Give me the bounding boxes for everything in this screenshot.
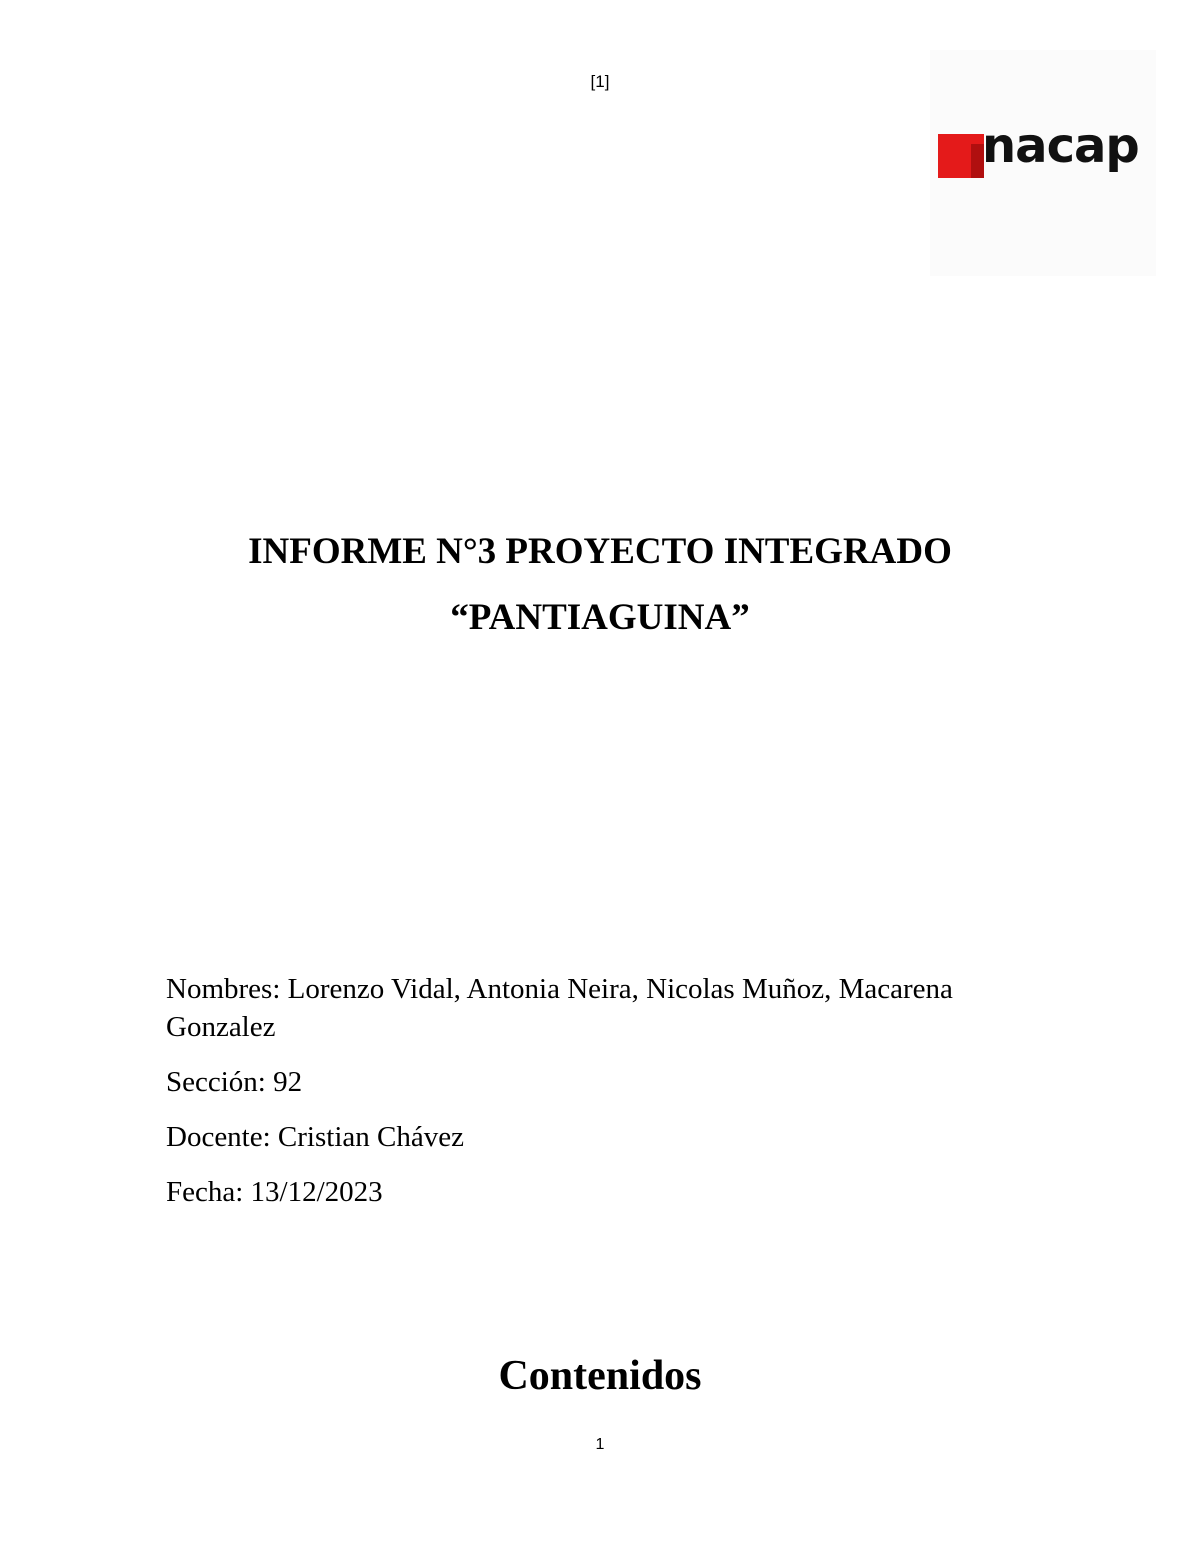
contents-heading: Contenidos bbox=[498, 1353, 702, 1399]
report-title: INFORME N°3 PROYECTO INTEGRADO bbox=[248, 531, 952, 572]
section-line: Sección: 92 bbox=[166, 1066, 303, 1098]
inacap-logo-mark-icon bbox=[938, 134, 984, 178]
names-line: Nombres: Lorenzo Vidal, Antonia Neira, Nicolas Muñoz, Macarena Gonzalez bbox=[166, 973, 953, 1043]
inacap-logo bbox=[930, 50, 1156, 276]
logo-wordmark: nacap bbox=[982, 118, 1139, 174]
header-page-marker: [1] bbox=[590, 72, 610, 91]
date-line: Fecha: 13/12/2023 bbox=[166, 1176, 383, 1208]
project-name: “PANTIAGUINA” bbox=[450, 597, 750, 638]
teacher-line: Docente: Cristian Chávez bbox=[166, 1121, 464, 1153]
footer-page-number: 1 bbox=[595, 1436, 605, 1453]
cover-info bbox=[166, 970, 1046, 1228]
